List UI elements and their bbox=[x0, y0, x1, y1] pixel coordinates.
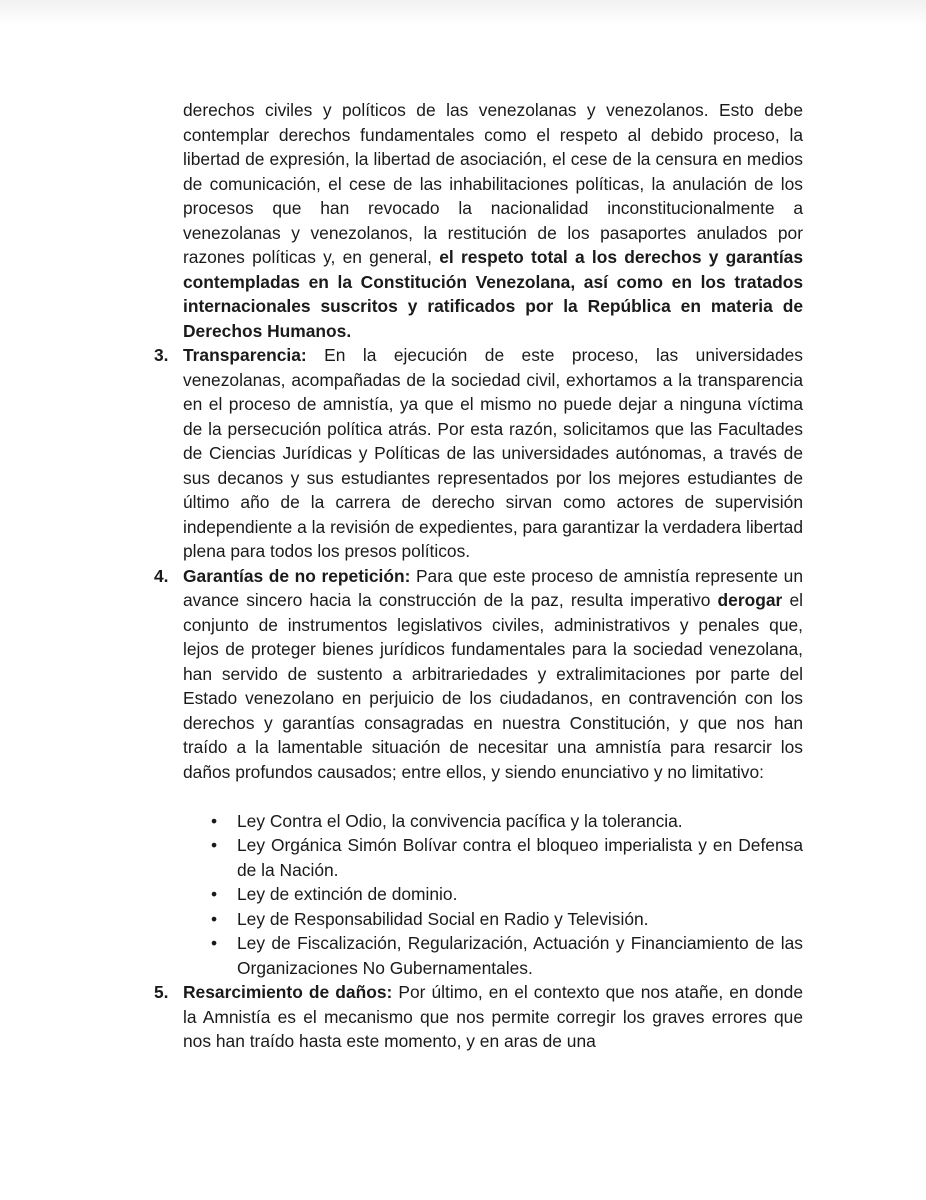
bullet-text: Ley de extinción de dominio. bbox=[237, 884, 458, 904]
item-paragraph bbox=[183, 343, 803, 564]
list-item-resarcimiento bbox=[154, 980, 803, 1054]
item-text: Por último, en el contexto que nos atañe, en donde la Amnistía es el mecanismo que nos permite corregir los graves errores que nos han traído hasta este momento, y en aras de una bbox=[183, 982, 803, 1051]
list-item bbox=[183, 809, 803, 834]
list-item bbox=[183, 882, 803, 907]
bullet-icon: • bbox=[211, 810, 218, 831]
item-bold-word: derogar bbox=[717, 590, 783, 610]
list-item bbox=[183, 907, 803, 932]
item-text-continued: el conjunto de instrumentos legislativos civiles, administrativos y penales que, lejos de proteger bienes jurídicos fundamentales para la sociedad venezolana, han servido de sustento a arbitrariedades y extralimitaciones por parte del Estado venezolano en perjuicio de los ciudadanos, en contravención con los derechos y garantías consagradas en nuestra Constitución, y que nos han traído a la lamentable situación de necesitar una amnistía para resarcir los daños profundos causados; entre ellos, y siendo enunciativo y no limitativo: bbox=[183, 590, 803, 782]
bullet-text: Ley de Fiscalización, Regularización, Actuación y Financiamiento de las Organizaciones No Gubernamentales. bbox=[237, 933, 803, 978]
laws-list bbox=[183, 809, 803, 981]
item-title: Transparencia: bbox=[183, 345, 307, 365]
bullet-icon: • bbox=[211, 884, 218, 904]
item-title: Garantías de no repetición: bbox=[183, 565, 411, 586]
item-text: En la ejecución de este proceso, las universidades venezolanas, acompañadas de la sociedad civil, exhortamos a la transparencia en el proceso de amnistía, ya que el mismo no puede dejar a ninguna víctima de la persecución política atrás. Por esta razón, solicitamos que las Facultades de Ciencias Jurídicas y Políticas de las universidades autónomas, a través de sus decanos y sus estudiantes representados por los mejores estudiantes de último año de la carrera de derecho sirvan como actores de supervisión independiente a la revisión de expedientes, para garantizar la verdadera libertad plena para todos los presos políticos. bbox=[183, 345, 803, 561]
bullet-text: Ley de Responsabilidad Social en Radio y Televisión. bbox=[237, 908, 649, 929]
intro-paragraph bbox=[183, 98, 803, 343]
spacer bbox=[183, 784, 803, 809]
bullet-icon: • bbox=[211, 908, 218, 929]
item-number: 3. bbox=[154, 345, 169, 365]
item-text: Para que este proceso de amnistía represente un avance sincero hacia la construcción de la paz, resulta imperativo bbox=[183, 565, 803, 610]
document-body bbox=[154, 98, 804, 1054]
bullet-icon: • bbox=[211, 933, 218, 953]
item-paragraph bbox=[183, 980, 803, 1054]
bullet-icon: • bbox=[211, 835, 218, 855]
item-number: 4. bbox=[154, 565, 169, 586]
list-item-transparencia bbox=[154, 343, 803, 564]
intro-bold-text: el respeto total a los derechos y garantías contempladas en la Constitución Venezolana, así como en los tratados internacionales suscritos y ratificados por la República en materia de Derechos Humanos. bbox=[183, 247, 804, 341]
list-item-garantias bbox=[154, 564, 803, 981]
bullet-text: Ley Contra el Odio, la convivencia pacífica y la tolerancia. bbox=[237, 810, 683, 831]
bullet-text: Ley Orgánica Simón Bolívar contra el bloqueo imperialista y en Defensa de la Nación. bbox=[237, 835, 803, 880]
item-paragraph bbox=[183, 564, 803, 785]
list-item bbox=[183, 833, 803, 882]
item-title: Resarcimiento de daños: bbox=[183, 982, 393, 1002]
intro-text: derechos civiles y políticos de las venezolanas y venezolanos. Esto debe contemplar derechos fundamentales como el respeto al debido proceso, la libertad de expresión, la libertad de asociación, el cese de la censura en medios de comunicación, el cese de las inhabilitaciones políticas, la anulación de los procesos que han revocado la nacionalidad inconstitucionalmente a venezolanas y venezolanos, la restitución de los pasaportes anulados por razones políticas y, en general, bbox=[183, 100, 803, 267]
list-item bbox=[183, 931, 803, 980]
item-number: 5. bbox=[154, 982, 169, 1002]
